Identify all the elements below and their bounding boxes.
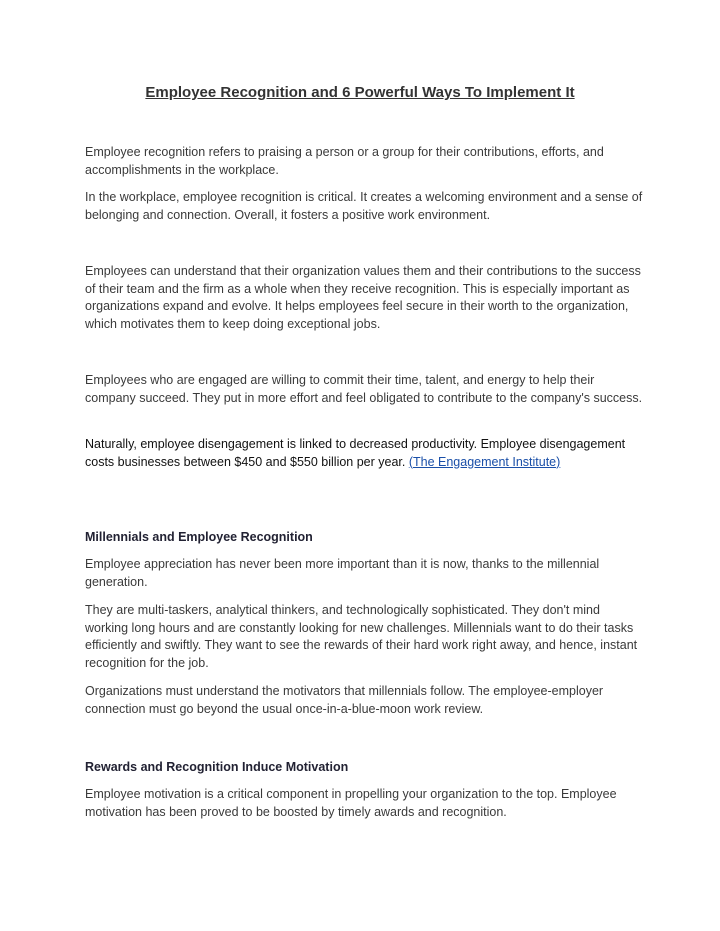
millennials-paragraph: They are multi-taskers, analytical thinkers, and technologically sophisticated. They don't mind working long hours and are constantly looking for new challenges. Millennials want to do their tasks efficiently and swiftly. They want to see the rewards of their hard work right away, and hence, instant recognition for the job. <box>85 603 638 670</box>
stat-text: Naturally, employee disengagement is linked to decreased productivity. Employee disengagement costs businesses between $450 and $550 billion per year. <box>85 437 626 469</box>
stat-paragraph <box>85 436 645 471</box>
millennials-paragraph: Organizations must understand the motivators that millennials follow. The employee-employer connection must go beyond the usual once-in-a-blue-moon work review. <box>85 684 604 716</box>
intro-paragraph: Employee recognition refers to praising a person or a group for their contributions, efforts, and accomplishments in the workplace. <box>85 145 604 177</box>
millennials-paragraph: Employee appreciation has never been more important than it is now, thanks to the millennial generation. <box>85 557 600 589</box>
importance-paragraph: In the workplace, employee recognition is critical. It creates a welcoming environment and a sense of belonging and connection. Overall, it fosters a positive work environment. <box>85 190 643 222</box>
engagement-institute-link[interactable]: (The Engagement Institute) <box>408 454 561 469</box>
section-heading-rewards: Rewards and Recognition Induce Motivation <box>85 760 349 774</box>
rewards-paragraph: Employee motivation is a critical component in propelling your organization to the top. Employee motivation has been proved to be boosted by timely awards and recognition. <box>85 787 617 819</box>
value-paragraph: Employees can understand that their organization values them and their contributions to the success of their team and the firm as a whole when they receive recognition. This is especially important as organizations expand and evolve. It helps employees feel secure in their worth to the organization, which motivates them to keep doing exceptional jobs. <box>85 264 641 331</box>
engagement-paragraph: Employees who are engaged are willing to commit their time, talent, and energy to help their company succeed. They put in more effort and feel obligated to contribute to the company's success. <box>85 373 643 405</box>
page-title: Employee Recognition and 6 Powerful Ways To Implement It <box>145 84 575 101</box>
section-heading-millennials: Millennials and Employee Recognition <box>85 530 313 544</box>
